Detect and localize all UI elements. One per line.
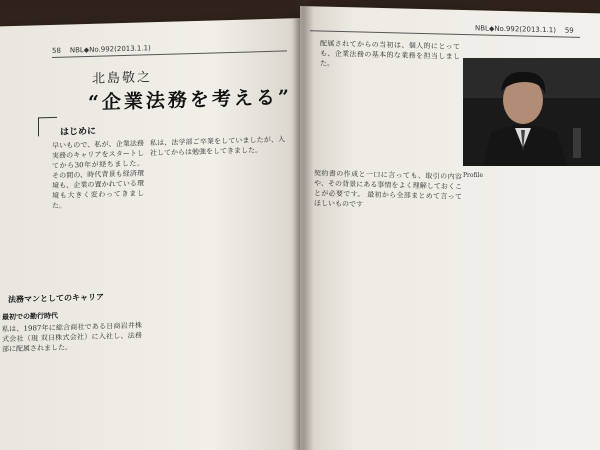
right-page-header [475,24,574,34]
book-gutter-shadow [292,0,314,450]
left-issue-line: NBL◆No.992(2013.1.1) [69,44,151,55]
col2-lines: 私は、法学部ご卒業をしていましたが、入社してからは勉強をしてきました。 [150,135,285,158]
section-intro-heading: はじめに [60,126,97,138]
left-page-number: 58 [52,46,61,55]
section-career-heading: 法務マンとしてのキャリア [8,292,104,305]
right-column-1-text [320,38,460,161]
right-column-3-text [470,200,580,433]
col3-lines: 配属されてからの当初は、個人的にとっても、企業法務の基本的な業務を担当しました。 [320,39,460,68]
article-title: “企業法務を考える” [88,86,292,114]
col4-lines: 契約書の作成と一口に言っても、取引の内容や、その背景にある事情をよく理解しておくことが必要です。 [314,169,462,199]
left-column-1-text [52,138,144,291]
col1-lines: その間の、時代背景も経済環境も、企業の置かれている環境も大きく変わってきました。 [52,169,144,210]
left-page [0,18,302,450]
portrait-illustration [463,58,600,166]
left-column-career-text [2,320,142,444]
col1-start: 早いもので、私が、企業法務実務のキャリアをスタートしてから30年が経ちました。 [52,139,144,170]
right-column-2-text [314,168,462,422]
right-page-number: 59 [564,26,574,35]
article-author: 北島敬之 [92,70,153,87]
career-text: 私は、1987年に総合商社である日商岩井株式会社（現 双日株式会社）に入社し、法務部に配属されました。 [2,321,142,354]
last-line: 最初から全部まとめて言ってほしいものです [314,190,462,209]
photo-caption: Profile [463,172,483,179]
section-first-assignment-heading: 最初での勤行時代 [2,311,58,322]
left-page-header [52,44,151,55]
author-portrait-photo [463,58,600,166]
left-column-2-text [150,134,285,408]
section-bracket [38,117,57,137]
right-issue-line: NBL◆No.992(2013.1.1) [475,24,556,35]
